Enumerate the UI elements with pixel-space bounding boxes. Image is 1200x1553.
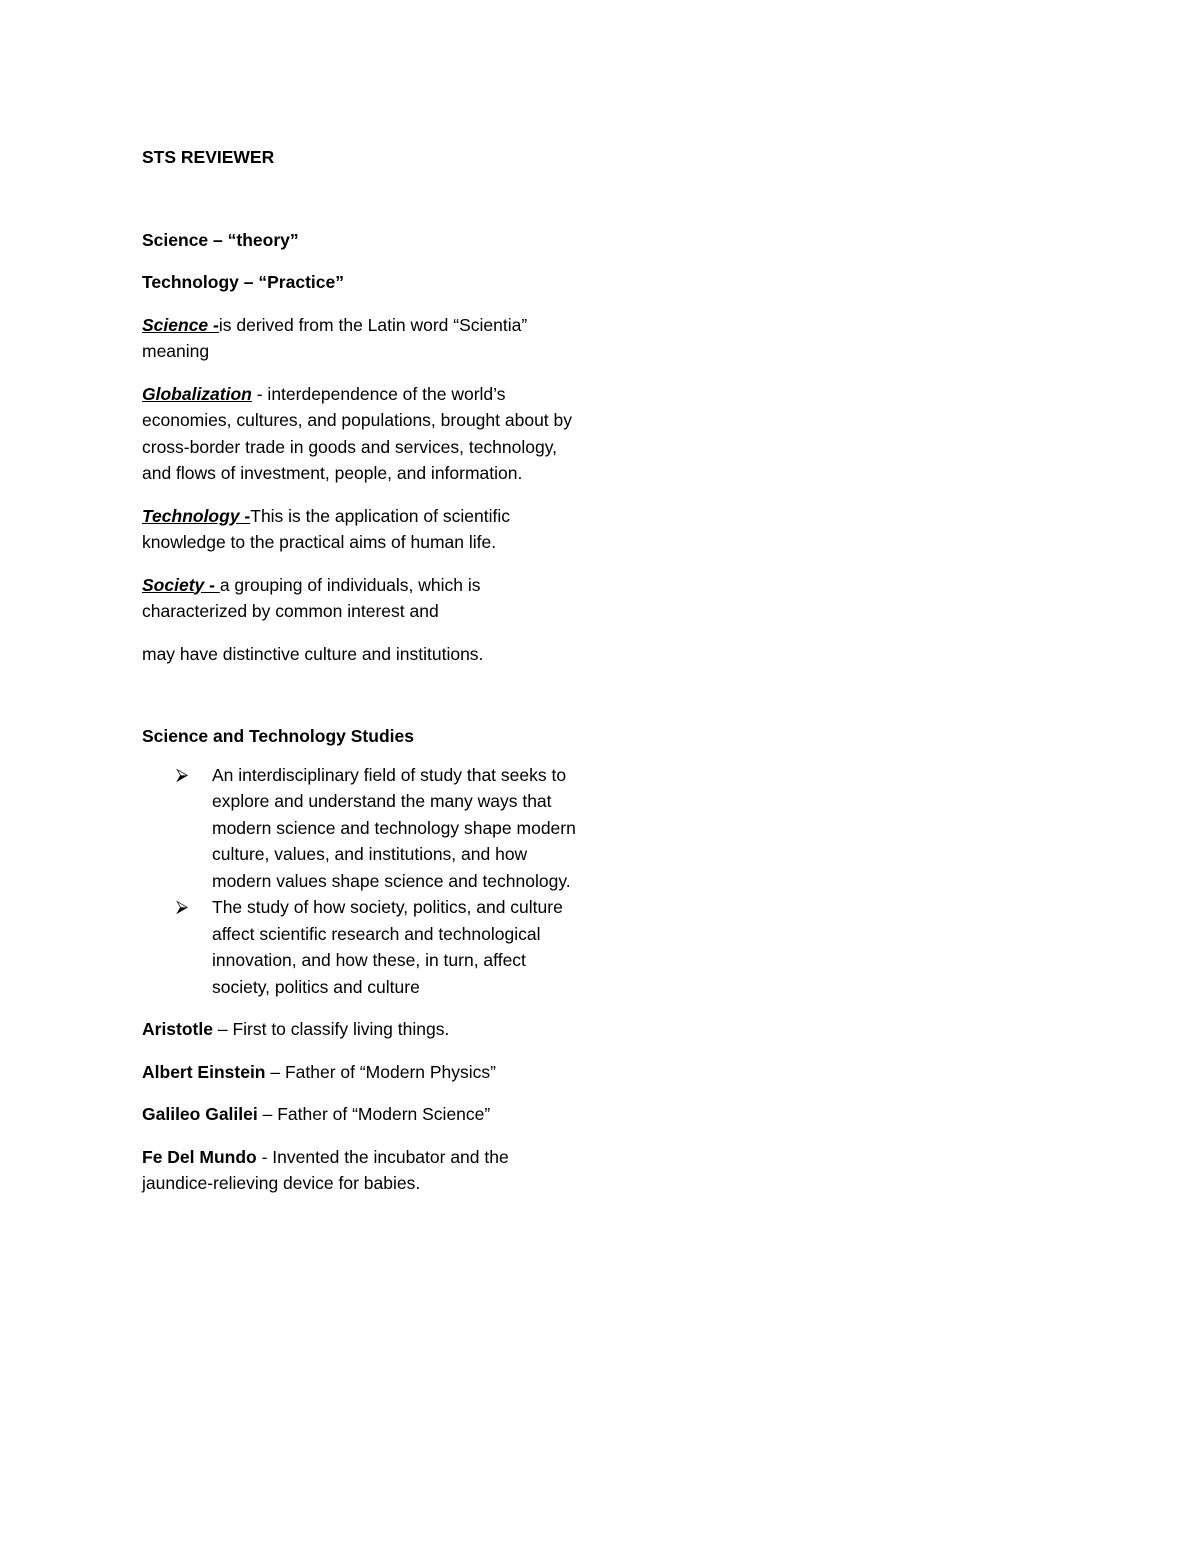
list-item-text: An interdisciplinary field of study that seeks to explore and understand the many ways that modern science and technology shape modern culture, values, and institutions, and how modern values shape science and technology. (212, 764, 576, 891)
intro-separator: – (238, 272, 259, 292)
document-title: STS REVIEWER (142, 147, 275, 167)
definition-text: is derived from the Latin word “Scientia” meaning (142, 314, 528, 361)
person-name: Aristotle (142, 1019, 213, 1039)
definition-science (142, 312, 582, 365)
spacer (142, 683, 582, 723)
person-fe-del-mundo (142, 1144, 582, 1197)
person-description: - Invented the incubator and the jaundice-relieving device for babies. (142, 1146, 509, 1193)
intro-definition: “Practice” (258, 272, 344, 292)
list-item-text: The study of how society, politics, and culture affect scientific research and technological innovation, and how these, in turn, affect society, politics and culture (212, 897, 563, 997)
person-name: Albert Einstein (142, 1061, 266, 1082)
intro-separator: – (208, 229, 228, 250)
definition-text: This is the application of scientific knowledge to the practical aims of human life. (142, 505, 510, 552)
definition-technology (142, 503, 582, 556)
definition-term: Society - (142, 574, 220, 595)
definition-text: - interdependence of the world’s economies, cultures, and populations, brought about by cross-border trade in goods and services, technology, and flows of investment, people, and information. (142, 383, 573, 483)
intro-technology-line (142, 269, 582, 296)
definition-term: Science - (142, 314, 219, 335)
definition-society (142, 572, 582, 625)
person-description: – Father of “Modern Physics” (265, 1061, 496, 1082)
list-item (176, 762, 582, 895)
definition-globalization (142, 381, 582, 487)
arrow-bullet-icon: ⮚ (176, 897, 189, 916)
definition-text: a grouping of individuals, which is characterized by common interest and (142, 574, 481, 621)
society-continuation: may have distinctive culture and institutions. (142, 643, 484, 664)
person-aristotle (142, 1016, 582, 1043)
sts-bullet-list (142, 762, 582, 1001)
arrow-bullet-icon: ⮚ (176, 764, 189, 784)
person-description: – Father of “Modern Science” (257, 1104, 491, 1124)
definition-term: Globalization (142, 383, 252, 404)
document-body (142, 144, 582, 1213)
intro-definition: “theory” (227, 229, 299, 250)
intro-term: Technology (142, 272, 239, 292)
person-name: Fe Del Mundo (142, 1146, 257, 1167)
person-description: – First to classify living things. (212, 1019, 450, 1039)
person-galileo (142, 1101, 582, 1128)
intro-science-line (142, 227, 582, 254)
sts-section-heading: Science and Technology Studies (142, 726, 414, 746)
spacer (142, 171, 582, 227)
intro-term: Science (142, 229, 209, 250)
definition-term: Technology - (142, 505, 251, 526)
person-einstein (142, 1059, 582, 1086)
person-name: Galileo Galilei (142, 1104, 258, 1124)
list-item (176, 894, 582, 1000)
